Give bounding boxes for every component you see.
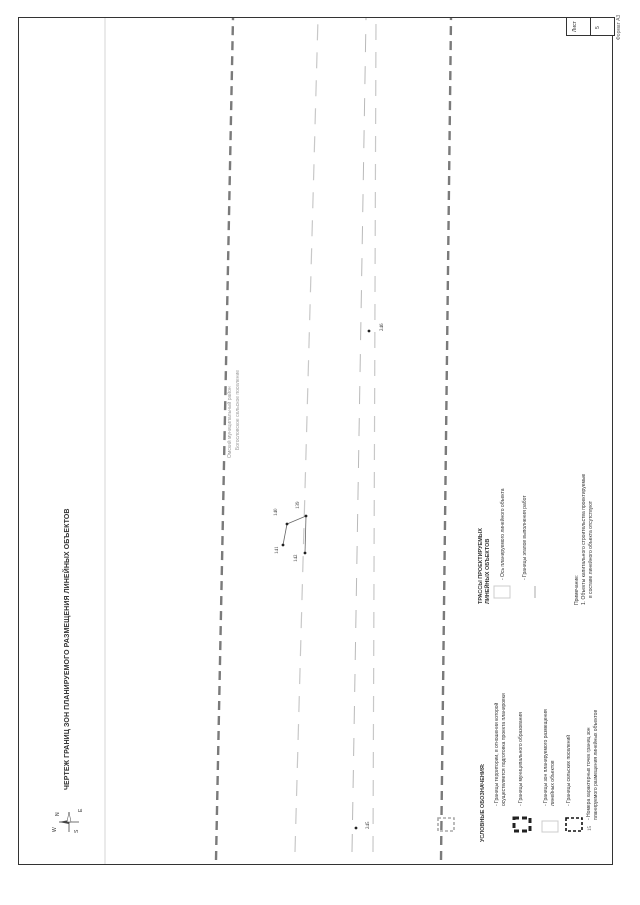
settlement-label: Богословское сельское поселение [235, 369, 241, 450]
compass-west-label: W [52, 827, 58, 832]
routes-heading: ТРАССЫ ПРОЕКТИРУЕМЫХ [478, 528, 484, 604]
note-line-2: в составе линейного объекта отсутствуют [588, 500, 594, 598]
route-symbol-axis [494, 586, 510, 598]
axis-line [352, 18, 366, 852]
point-246 [368, 330, 371, 333]
legend-item-points-line2: планируемого размещения линейных объектов [593, 709, 599, 820]
note-heading: Примечание: [574, 574, 580, 605]
sheet-number: 5 [595, 26, 601, 29]
paper-format-label: Формат А3 [616, 14, 622, 40]
segment-139-142 [305, 516, 306, 553]
legend-item-points: - Номера характерных точек границ зон [586, 727, 592, 820]
routes-heading-line2: ЛИНЕЙНЫХ ОБЪЕКТОВ [485, 538, 491, 604]
point-label-140: 140 [274, 508, 279, 516]
legend-symbol-settlement [566, 818, 582, 831]
legend-item-zone-line2: линейных объектов [550, 760, 556, 806]
legend-symbol-zone [542, 821, 558, 832]
point-label-142: 142 [294, 554, 299, 562]
legend-marker-point-number: 15 [588, 826, 593, 831]
zone-boundary-line-2 [373, 18, 376, 852]
point-label-246: 246 [380, 323, 385, 331]
point-140 [286, 523, 289, 526]
legend-item-territory: - Границы территории, в отношении которой [494, 702, 500, 806]
zone-boundary-line-1 [295, 18, 318, 852]
compass-east-label: E [78, 808, 84, 812]
compass-north-label: N [55, 812, 61, 816]
district-label: Омский муниципальный район [227, 386, 233, 458]
point-label-245: 245 [366, 821, 371, 829]
legend-item-municipal: - Границы муниципального образования [518, 712, 524, 806]
territory-boundary-line [441, 18, 451, 860]
legend-item-zone: - Границы зон планируемого размещения [543, 709, 549, 806]
drawing-title: ЧЕРТЕЖ ГРАНИЦ ЗОН ПЛАНИРУЕМОГО РАЗМЕЩЕНИЯ ЛИНЕЙНЫХ ОБЪЕКТОВ [64, 508, 71, 790]
route-item-stages: - Границы этапов выполнения работ [522, 495, 528, 580]
point-139 [305, 515, 308, 518]
legend-heading: УСЛОВНЫЕ ОБОЗНАЧЕНИЯ: [480, 763, 486, 842]
legend-item-territory-line2: осуществляется подготовка проекта планировки [501, 693, 507, 806]
sheet-label: Лист [572, 21, 578, 32]
point-label-141: 141 [275, 546, 280, 554]
point-label-139: 139 [296, 501, 301, 509]
legend-item-settlement: - Границы сельских поселений [566, 734, 572, 806]
segment-141-140 [283, 524, 287, 545]
point-142 [304, 552, 307, 555]
point-141 [282, 544, 285, 547]
compass-south-label: S [74, 829, 80, 833]
legend-symbol-municipal [514, 818, 530, 831]
note-line-1: 1. Объекты капитального строительства проектируемые [581, 473, 587, 605]
point-245 [355, 827, 358, 830]
segment-140-139 [287, 516, 306, 524]
route-item-axis: - Ось планируемого линейного объекта [500, 488, 506, 580]
